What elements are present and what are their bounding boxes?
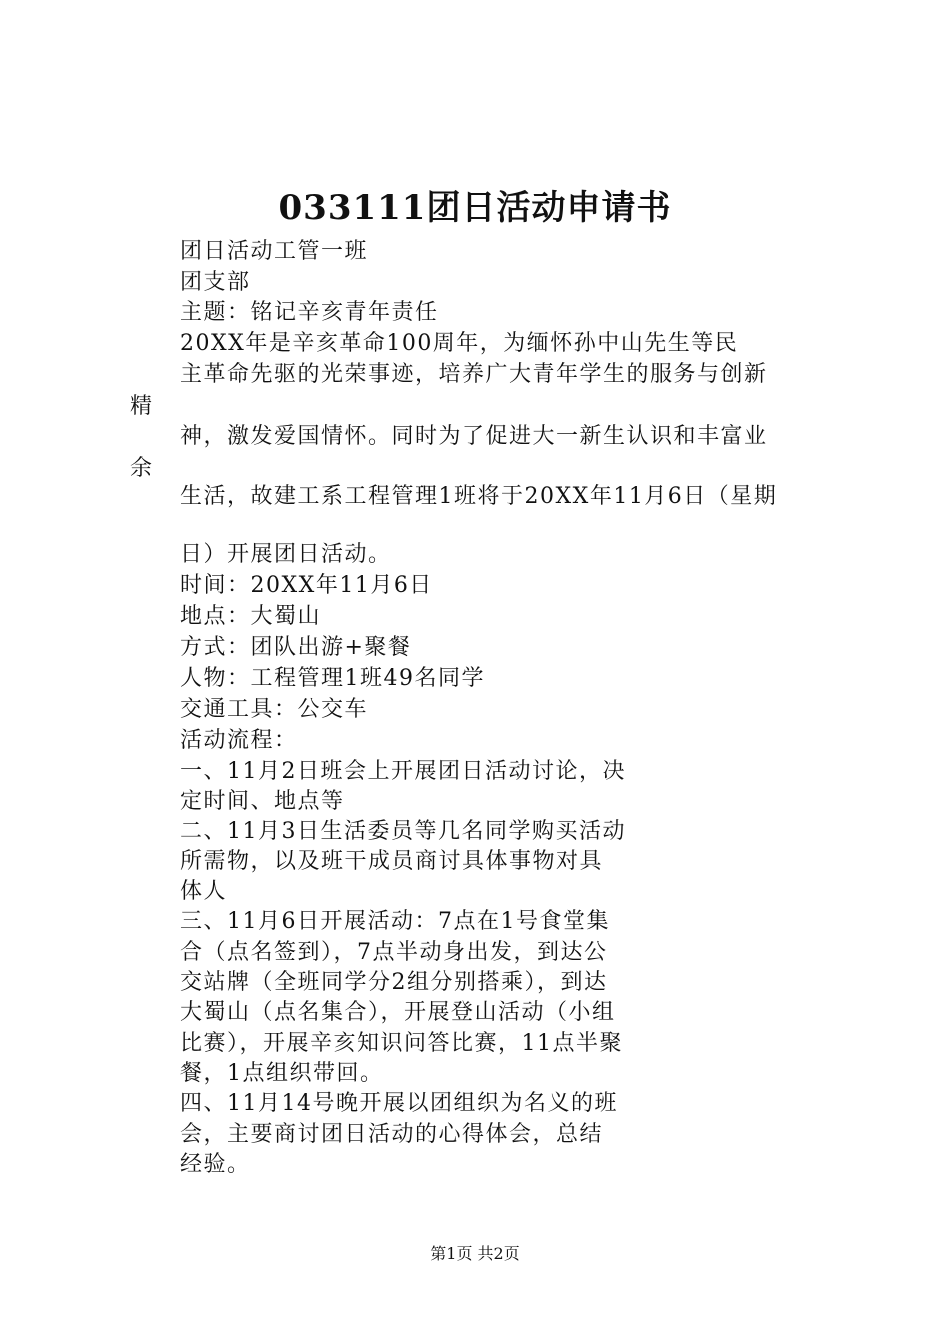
text-line: 二、11月3日生活委员等几名同学购买活动	[180, 819, 626, 844]
text-line: 一、11月2日班会上开展团日活动讨论，决	[180, 759, 626, 784]
text-line: 神，激发爱国情怀。同时为了促进大一新生认识和丰富业	[180, 424, 768, 449]
page-footer: 第1页 共2页	[430, 1244, 520, 1263]
text-line: 会，主要商讨团日活动的心得体会，总结	[180, 1122, 604, 1147]
text-line: 方式：团队出游+聚餐	[180, 635, 412, 660]
text-line: 所需物，以及班干成员商讨具体事物对具	[180, 849, 604, 874]
text-line: 定时间、地点等	[180, 789, 345, 814]
text-line: 主题：铭记辛亥青年责任	[180, 300, 439, 325]
text-line: 团日活动工管一班	[180, 239, 369, 264]
document-title: 033111团日活动申请书	[278, 188, 672, 228]
text-line: 地点：大蜀山	[180, 604, 322, 629]
text-line: 餐，1点组织带回。	[180, 1061, 384, 1086]
text-line: 经验。	[180, 1152, 251, 1177]
text-line: 交通工具：公交车	[180, 697, 369, 722]
text-line: 人物：工程管理1班49名同学	[180, 666, 485, 691]
text-line: 时间：20XX年11月6日	[180, 573, 433, 598]
text-line: 主革命先驱的光荣事迹，培养广大青年学生的服务与创新	[180, 362, 768, 387]
text-line: 体人	[180, 879, 228, 904]
text-line: 三、11月6日开展活动：7点在1号食堂集	[180, 909, 610, 934]
text-line: 四、11月14号晚开展以团组织为名义的班	[180, 1091, 618, 1116]
text-line: 活动流程：	[180, 728, 298, 753]
text-line: 20XX年是辛亥革命100周年，为缅怀孙中山先生等民	[180, 331, 739, 356]
text-line: 比赛），开展辛亥知识问答比赛，11点半聚	[180, 1031, 623, 1056]
text-line: 团支部	[180, 270, 251, 295]
text-line: 大蜀山（点名集合），开展登山活动（小组	[180, 1000, 616, 1025]
text-line: 生活，故建工系工程管理1班将于20XX年11月6日（星期	[180, 484, 778, 509]
overflow-char: 余	[130, 456, 153, 481]
text-line: 日）开展团日活动。	[180, 542, 392, 567]
text-line: 合（点名签到），7点半动身出发，到达公	[180, 940, 608, 965]
overflow-char: 精	[130, 394, 153, 419]
text-line: 交站牌（全班同学分2组分别搭乘），到达	[180, 970, 608, 995]
